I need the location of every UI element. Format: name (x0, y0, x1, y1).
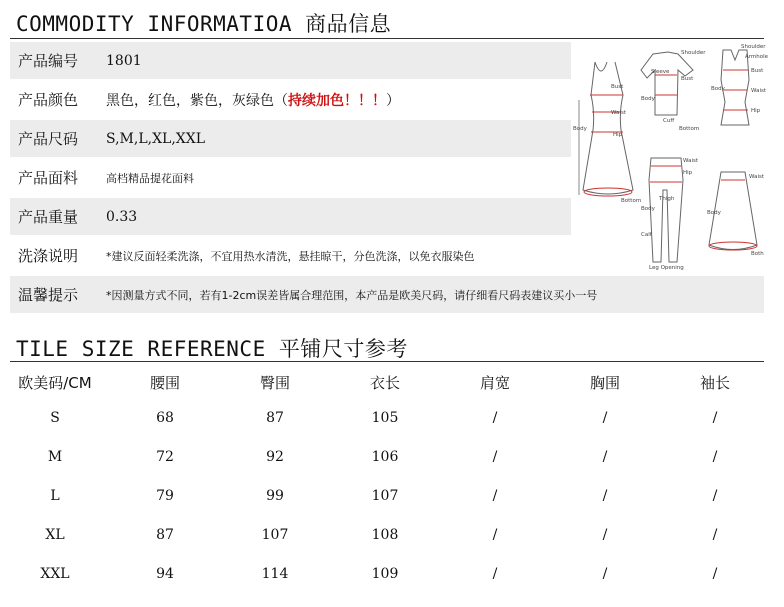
table-cell: 94 (156, 565, 174, 582)
table-cell: 72 (156, 448, 174, 465)
table-cell: 105 (371, 409, 399, 426)
label-body-2: Body (641, 96, 655, 102)
top-sketch (641, 52, 693, 115)
info-value: 0.33 (106, 208, 138, 225)
table-cell: / (492, 448, 498, 465)
color-list: 黑色，红色，紫色，灰绿色（ (106, 92, 288, 109)
info-value: 1801 (106, 52, 142, 69)
info-row-fabric (10, 159, 571, 196)
table-cell: 92 (266, 448, 284, 465)
table-cell: / (712, 448, 718, 465)
table-cell: XL (45, 526, 65, 543)
size-ref-title-en: TILE SIZE REFERENCE (16, 337, 266, 361)
size-ref-title (16, 333, 408, 363)
label-bottom-2: Bottom (679, 126, 700, 132)
table-cell: 106 (371, 448, 399, 465)
commodity-title-cn: 商品信息 (305, 12, 392, 36)
table-cell: / (602, 526, 608, 543)
table-cell: L (50, 487, 60, 504)
size-table-header (0, 366, 770, 398)
label-bust: Bust (611, 84, 624, 90)
label-shoulder: Shoulder (681, 50, 706, 56)
table-cell: / (712, 409, 718, 426)
info-value (106, 90, 400, 110)
size-ref-divider (10, 361, 764, 362)
col-header-size: 欧美码/CM (18, 373, 92, 392)
info-label: 产品尺码 (18, 130, 79, 148)
table-cell: 99 (266, 487, 284, 504)
info-value: S,M,L,XL,XXL (106, 130, 206, 147)
table-cell: / (602, 565, 608, 582)
info-row-size (10, 120, 571, 157)
info-value: *因测量方式不同，若有1-2cm误差皆属合理范围，本产品是欧美尺码，请仔细看尺码表建议买小一号 (106, 288, 598, 302)
table-cell: / (492, 409, 498, 426)
info-row-weight (10, 198, 571, 235)
label-hip-3: Hip (683, 170, 693, 176)
table-cell: / (602, 487, 608, 504)
table-cell: / (602, 448, 608, 465)
col-header-hip: 臀围 (259, 373, 290, 392)
label-body-4: Body (641, 206, 655, 212)
label-bust-3: Bust (751, 68, 764, 74)
table-cell: 87 (156, 526, 174, 543)
info-value: *建议反面轻柔洗涤，不宜用热水清洗，悬挂晾干，分色洗涤，以免衣服染色 (106, 249, 475, 263)
table-cell: / (492, 487, 498, 504)
table-cell: 107 (261, 526, 289, 543)
info-label: 产品颜色 (18, 91, 79, 109)
label-body: Body (573, 126, 587, 132)
table-cell: 108 (371, 526, 399, 543)
label-cuff: Cuff (663, 118, 675, 124)
label-armhole: Armhole (745, 54, 769, 60)
table-row (0, 398, 770, 437)
table-cell: 109 (371, 565, 399, 582)
table-cell: / (492, 526, 498, 543)
col-header-waist: 腰围 (149, 373, 180, 392)
label-sleeve: Sleeve (651, 69, 670, 75)
label-body-3: Body (711, 86, 725, 92)
table-cell: XXL (40, 565, 70, 582)
info-row-washing (10, 237, 571, 274)
table-row (0, 476, 770, 515)
color-close-paren: ） (386, 92, 400, 109)
table-cell: / (602, 409, 608, 426)
commodity-title-en: COMMODITY INFORMATIOA (16, 12, 293, 36)
info-row-tips (10, 276, 764, 313)
table-cell: 87 (266, 409, 284, 426)
col-header-sleeve: 袖长 (699, 373, 730, 392)
tank-sketch (721, 50, 749, 125)
label-waist-3: Waist (683, 158, 699, 164)
label-hip: Hip (613, 132, 623, 138)
col-header-length: 衣长 (369, 373, 400, 392)
table-cell: M (47, 448, 63, 465)
info-label: 产品编号 (18, 52, 79, 70)
label-waist-4: Waist (749, 174, 765, 180)
size-table (0, 366, 770, 593)
table-row (0, 437, 770, 476)
info-row-color (10, 81, 571, 118)
label-waist-2: Waist (751, 88, 767, 94)
table-cell: / (712, 526, 718, 543)
label-hip-2: Hip (751, 108, 761, 114)
table-cell: 107 (371, 487, 399, 504)
size-ref-title-cn: 平铺尺寸参考 (278, 337, 408, 361)
dress-sketch (579, 62, 633, 196)
table-cell: S (50, 409, 60, 426)
label-shoulder-2: Shoulder (741, 44, 766, 50)
label-leg-opening: Leg Opening (649, 265, 684, 271)
commodity-title (16, 8, 391, 38)
measurement-diagram (573, 40, 769, 272)
table-cell: 79 (156, 487, 174, 504)
label-thigh: Thigh (659, 196, 675, 202)
info-row-product-code (10, 42, 571, 79)
label-calf: Calf (641, 232, 652, 238)
info-label: 产品重量 (18, 208, 79, 226)
info-label: 洗涤说明 (18, 247, 79, 265)
commodity-divider (10, 38, 764, 39)
table-row (0, 515, 770, 554)
table-cell: / (712, 565, 718, 582)
label-bust-2: Bust (681, 76, 694, 82)
label-both: Both (751, 251, 764, 257)
table-cell: / (492, 565, 498, 582)
col-header-shoulder: 肩宽 (479, 373, 510, 392)
info-label: 温馨提示 (18, 286, 79, 304)
label-body-5: Body (707, 210, 721, 216)
label-bottom: Bottom (621, 198, 642, 204)
table-cell: 68 (156, 409, 174, 426)
table-cell: 114 (261, 565, 289, 582)
info-label: 产品面料 (18, 169, 79, 187)
col-header-bust: 胸围 (589, 373, 620, 392)
color-note: 持续加色！！！ (288, 92, 386, 109)
label-waist: Waist (611, 110, 627, 116)
table-cell: / (712, 487, 718, 504)
info-value: 高档精品提花面料 (106, 171, 194, 185)
table-row (0, 554, 770, 593)
